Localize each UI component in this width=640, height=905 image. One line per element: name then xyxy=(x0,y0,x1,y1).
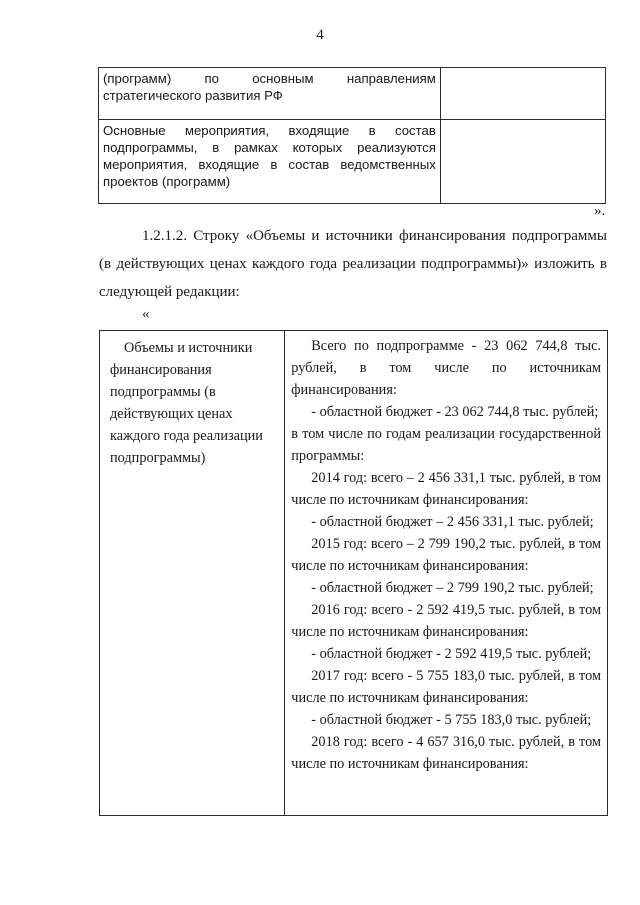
table-cell-left: (программ) по основным направлениям стратегического развития РФ xyxy=(99,68,441,120)
continued-table xyxy=(98,67,606,204)
funding-line: - областной бюджет - 23 062 744,8 тыс. рублей; xyxy=(311,404,599,420)
funding-line: - областной бюджет – 2 456 331,1 тыс. рублей; xyxy=(311,514,594,530)
funding-year-line: 2018 год: всего - 4 657 316,0 тыс. рублей, в том числе по источникам финансирования: xyxy=(291,734,601,772)
funding-total-line: Всего по подпрограмме - 23 062 744,8 тыс. рублей, в том числе по источникам финансирования: xyxy=(291,338,601,398)
funding-line: - областной бюджет - 2 592 419,5 тыс. рублей; xyxy=(311,646,592,662)
funding-year-line: 2015 год: всего – 2 799 190,2 тыс. рублей, в том числе по источникам финансирования: xyxy=(291,536,601,574)
funding-year-line: 2016 год: всего - 2 592 419,5 тыс. рублей, в том числе по источникам финансирования: xyxy=(291,602,601,640)
funding-year-line: 2017 год: всего - 5 755 183,0 тыс. рублей, в том числе по источникам финансирования: xyxy=(291,668,601,706)
funding-line: в том числе по годам реализации государственной программы: xyxy=(291,426,601,464)
closing-quote: ». xyxy=(594,203,606,219)
funding-label-first-line: Объемы и источники xyxy=(124,340,253,356)
page-number: 4 xyxy=(316,27,324,43)
funding-line: - областной бюджет – 2 799 190,2 тыс. рублей; xyxy=(311,580,594,596)
table-cell-right xyxy=(440,120,605,204)
funding-line: - областной бюджет - 5 755 183,0 тыс. рублей; xyxy=(311,712,592,728)
table-row xyxy=(99,68,606,120)
table-cell-left: Основные мероприятия, входящие в состав подпрограммы, в рамках которых реализуются мероприятия, входящие в состав ведомственных проектов (программ) xyxy=(99,120,441,204)
amendment-paragraph: 1.2.1.2. Строку «Объемы и источники финансирования подпрограммы (в действующих ценах каждого года реализации подпрограммы)» изложить в следующей редакции: xyxy=(99,228,607,300)
funding-label-cell xyxy=(100,331,285,816)
funding-year-line: 2014 год: всего – 2 456 331,1 тыс. рублей, в том числе по источникам финансирования: xyxy=(291,470,601,508)
table-cell-right xyxy=(440,68,605,120)
funding-label-rest: финансирования подпрограммы (в действующих ценах каждого года реализации подпрограммы) xyxy=(110,362,263,466)
funding-content-cell xyxy=(285,331,608,816)
table-row xyxy=(99,120,606,204)
table-row xyxy=(100,331,608,816)
funding-table xyxy=(99,330,608,816)
opening-quote: « xyxy=(142,306,150,322)
